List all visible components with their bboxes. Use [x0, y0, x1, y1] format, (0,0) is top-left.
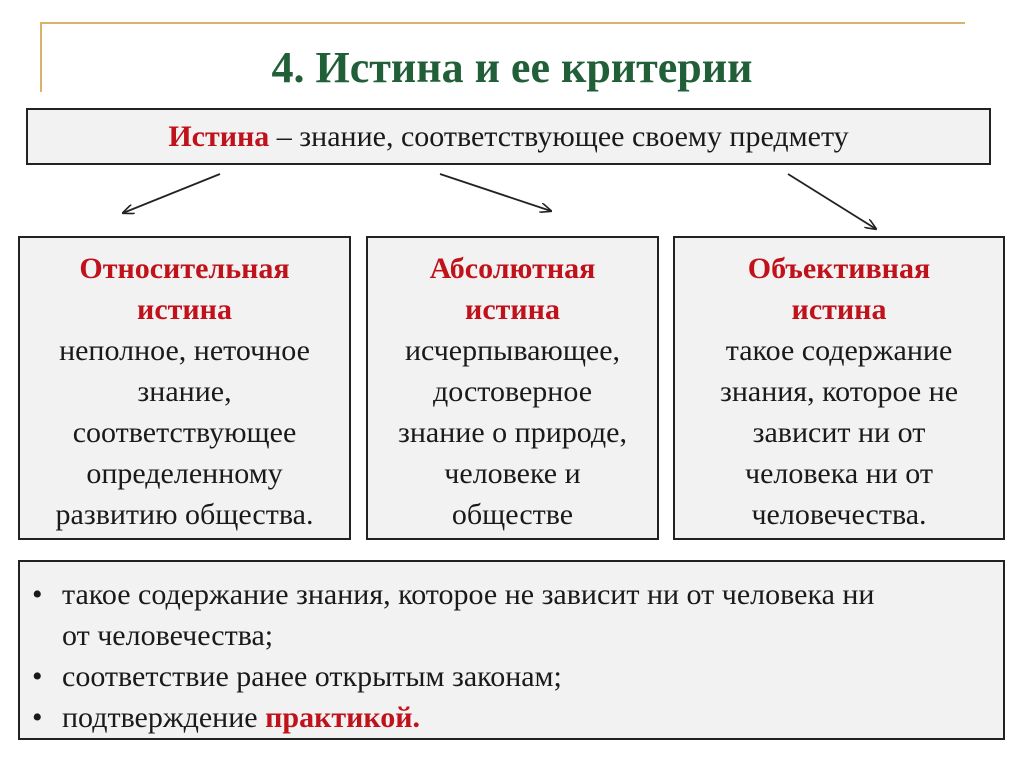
- page-title: 4. Истина и ее критерии: [271, 43, 753, 92]
- definition-text: – знание, соответствующее своему предмету: [269, 120, 849, 153]
- card-text-line: неполное, неточное: [59, 334, 310, 367]
- card-text-line: человеке и: [444, 457, 581, 490]
- card-text-line: определенному: [86, 457, 283, 490]
- card-text-line: развитию общества.: [55, 498, 314, 531]
- definition-term: Истина: [168, 120, 270, 153]
- card-heading-line: истина: [137, 293, 232, 326]
- title-frame-top-line: [40, 22, 965, 24]
- criteria-item: [32, 697, 991, 738]
- card-heading-line: истина: [465, 293, 560, 326]
- card-text-line: исчерпывающее,: [404, 334, 621, 367]
- arrow-to-relative: [123, 174, 220, 213]
- arrow-to-absolute: [440, 174, 551, 211]
- criteria-box: [18, 560, 1005, 740]
- criteria-item: [32, 656, 991, 697]
- bullet-marker: •: [32, 701, 43, 734]
- card-text-line: зависит ни от: [752, 416, 926, 449]
- card-text-line: человечества.: [751, 498, 927, 531]
- criteria-item: [32, 574, 991, 656]
- definition-box: [26, 108, 991, 165]
- card-text-line: знания, которое не: [719, 375, 959, 408]
- bullet-marker: •: [32, 578, 43, 611]
- card-text-line: знание о природе,: [398, 416, 627, 449]
- card-heading-line: Абсолютная: [429, 252, 596, 285]
- card-text-line: соответствующее: [72, 416, 297, 449]
- card-text-line: человека ни от: [745, 457, 933, 490]
- criteria-text-prefix: подтверждение: [62, 701, 266, 734]
- card-relative-truth: [18, 236, 351, 540]
- card-text-line: такое содержание: [725, 334, 953, 367]
- card-text-line: знание,: [137, 375, 232, 408]
- criteria-text-line: [62, 697, 991, 738]
- card-heading-line: Относительная: [79, 252, 290, 285]
- card-heading-line: Объективная: [747, 252, 931, 285]
- card-objective-truth: [673, 236, 1005, 540]
- card-text-line: обществе: [451, 498, 574, 531]
- card-absolute-truth: [366, 236, 659, 540]
- arrow-to-objective: [788, 174, 876, 229]
- criteria-text-line: от человечества;: [62, 619, 274, 652]
- card-heading-line: истина: [791, 293, 887, 326]
- criteria-text-line: соответствие ранее открытым законам;: [62, 660, 562, 693]
- criteria-highlight-practice: практикой.: [265, 701, 421, 734]
- card-text-line: достоверное: [432, 375, 593, 408]
- bullet-marker: •: [32, 660, 43, 693]
- criteria-text-line: такое содержание знания, которое не зависит ни от человека ни: [62, 578, 875, 611]
